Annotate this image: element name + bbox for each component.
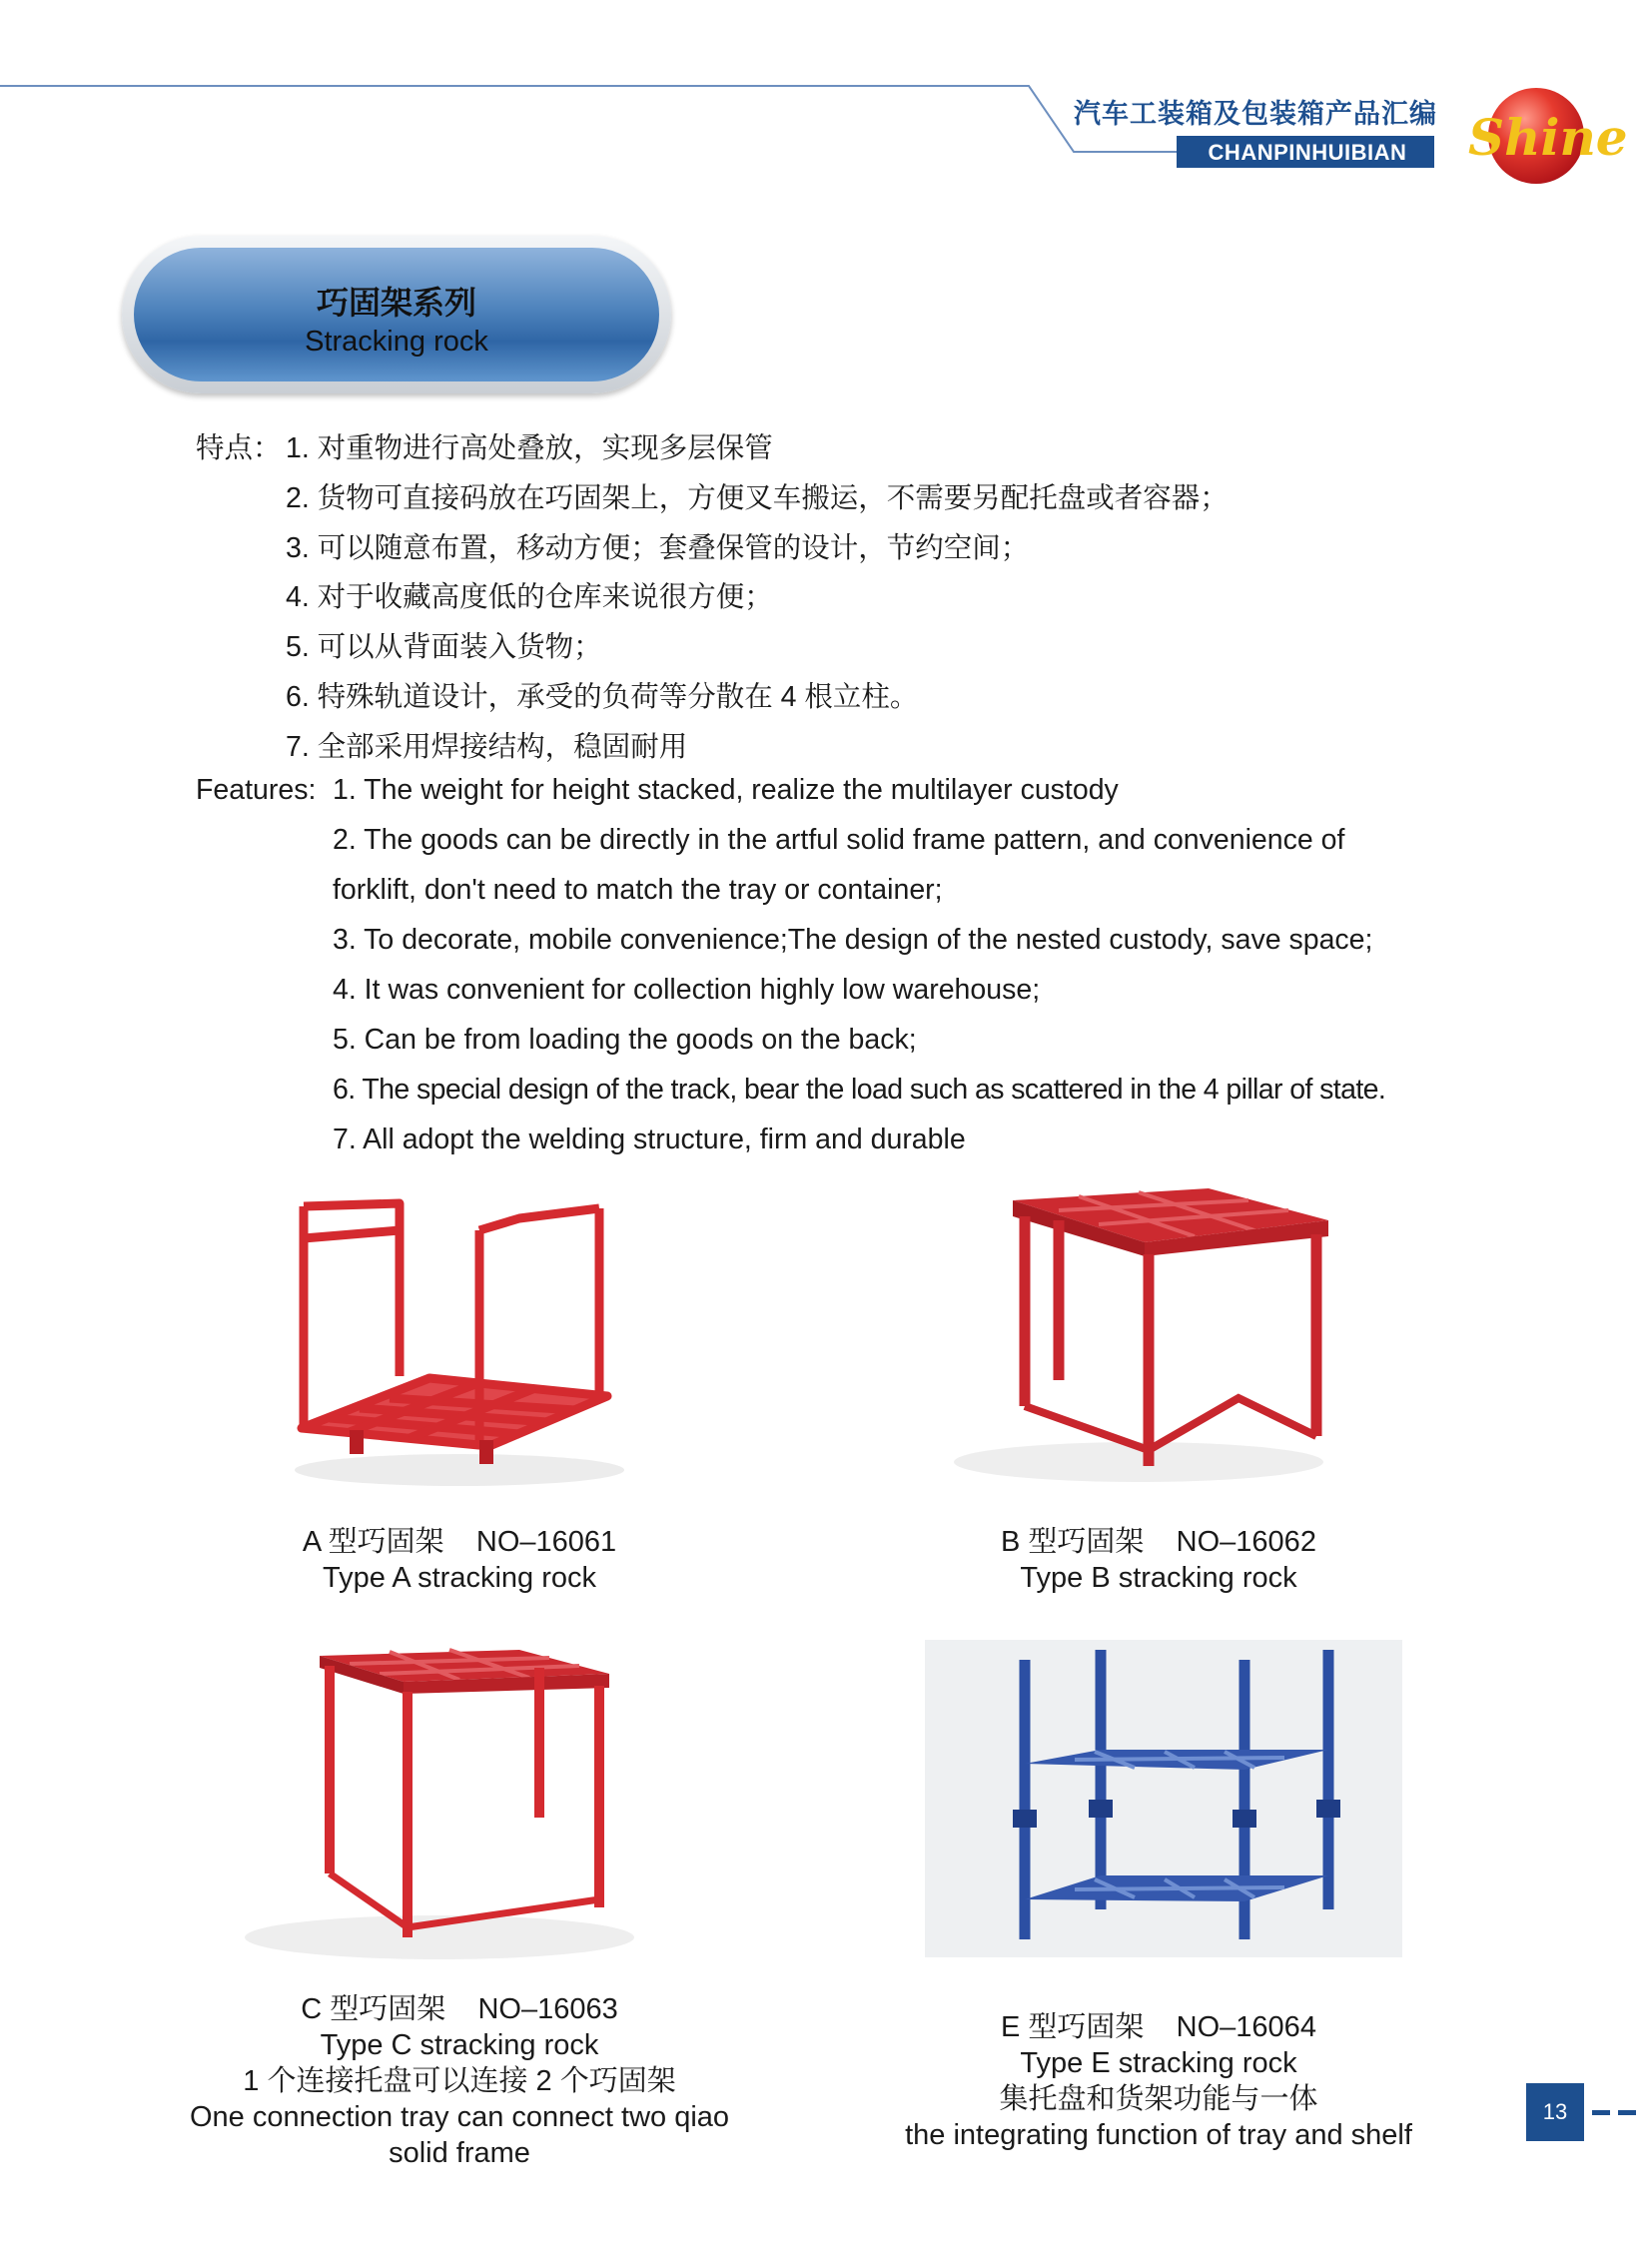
product-e-note-en: the integrating function of tray and shelf [905, 2119, 1412, 2151]
product-b-name-cn: B 型巧固架 [1001, 1526, 1145, 1558]
features-en-item: 6. The special design of the track, bear the load such as scattered in the 4 pillar of state. [333, 1074, 1386, 1106]
product-e-name-en: Type E stracking rock [1020, 2047, 1297, 2079]
features-cn-item: 4. 对于收藏高度低的仓库来说很方便； [286, 581, 773, 613]
features-en-item: 3. To decorate, mobile convenience;The design of the nested custody, save space; [333, 924, 1373, 956]
features-cn-label: 特点： [196, 432, 282, 464]
page-dash [1592, 2110, 1610, 2115]
features-cn-item: 3. 可以随意布置，移动方便；套叠保管的设计，节约空间； [286, 532, 1030, 564]
features-en-item: 7. All adopt the welding structure, firm and durable [333, 1123, 966, 1155]
features-cn-item: 6. 特殊轨道设计，承受的负荷等分散在 4 根立柱。 [286, 681, 919, 713]
product-e-note-cn: 集托盘和货架功能与一体 [999, 2083, 1318, 2115]
product-e-name-cn: E 型巧固架 [1001, 2011, 1145, 2043]
product-image-type-c [240, 1638, 639, 1967]
page-dash [1618, 2110, 1636, 2115]
product-image-type-a [290, 1178, 629, 1488]
features-cn-item: 1. 对重物进行高处叠放，实现多层保管 [286, 432, 773, 464]
section-title-en: Stracking rock [305, 326, 488, 358]
section-title-cn: 巧固架系列 [316, 285, 476, 321]
header-title-en: CHANPINHUIBIAN [1208, 140, 1407, 165]
features-en-item: 2. The goods can be directly in the artful solid frame pattern, and convenience of [333, 824, 1345, 856]
features-en-label: Features: [196, 774, 317, 806]
product-b-code: NO–16062 [1176, 1526, 1316, 1558]
product-c-code: NO–16063 [477, 1993, 618, 2025]
product-image-type-e [925, 1640, 1402, 1957]
features-en-item: 5. Can be from loading the goods on the back; [333, 1024, 917, 1056]
header-title-cn: 汽车工装箱及包装箱产品汇编 [1074, 99, 1437, 129]
features-cn-item: 7. 全部采用焊接结构，稳固耐用 [286, 731, 688, 763]
product-a-name-en: Type A stracking rock [322, 1562, 596, 1594]
features-cn-item: 5. 可以从背面装入货物； [286, 631, 602, 663]
product-c-note-en-2: solid frame [389, 2137, 530, 2169]
product-image-type-b [949, 1180, 1338, 1490]
page-number: 13 [1542, 2099, 1568, 2124]
product-e-title [959, 2009, 1358, 2045]
product-a-title [260, 1524, 659, 1560]
product-a-code: NO–16061 [475, 1526, 617, 1558]
product-c-note-cn: 1 个连接托盘可以连接 2 个巧固架 [243, 2065, 676, 2097]
product-e-code: NO–16064 [1176, 2011, 1316, 2043]
product-c-name-cn: C 型巧固架 [301, 1993, 446, 2025]
features-cn-item: 2. 货物可直接码放在巧固架上，方便叉车搬运，不需要另配托盘或者容器； [286, 482, 1229, 514]
product-c-name-en: Type C stracking rock [320, 2029, 599, 2061]
features-en-item: 4. It was convenient for collection highly low warehouse; [333, 974, 1041, 1006]
features-en-item: 1. The weight for height stacked, realize the multilayer custody [333, 774, 1119, 806]
product-c-note-en: One connection tray can connect two qiao [189, 2101, 730, 2133]
features-en-item: forklift, don't need to match the tray or container; [333, 874, 943, 906]
product-b-name-en: Type B stracking rock [1020, 1562, 1297, 1594]
product-b-title [959, 1524, 1358, 1560]
logo-text: Shine [1468, 108, 1628, 167]
product-c-title [220, 1991, 699, 2027]
product-a-name-cn: A 型巧固架 [302, 1526, 444, 1558]
